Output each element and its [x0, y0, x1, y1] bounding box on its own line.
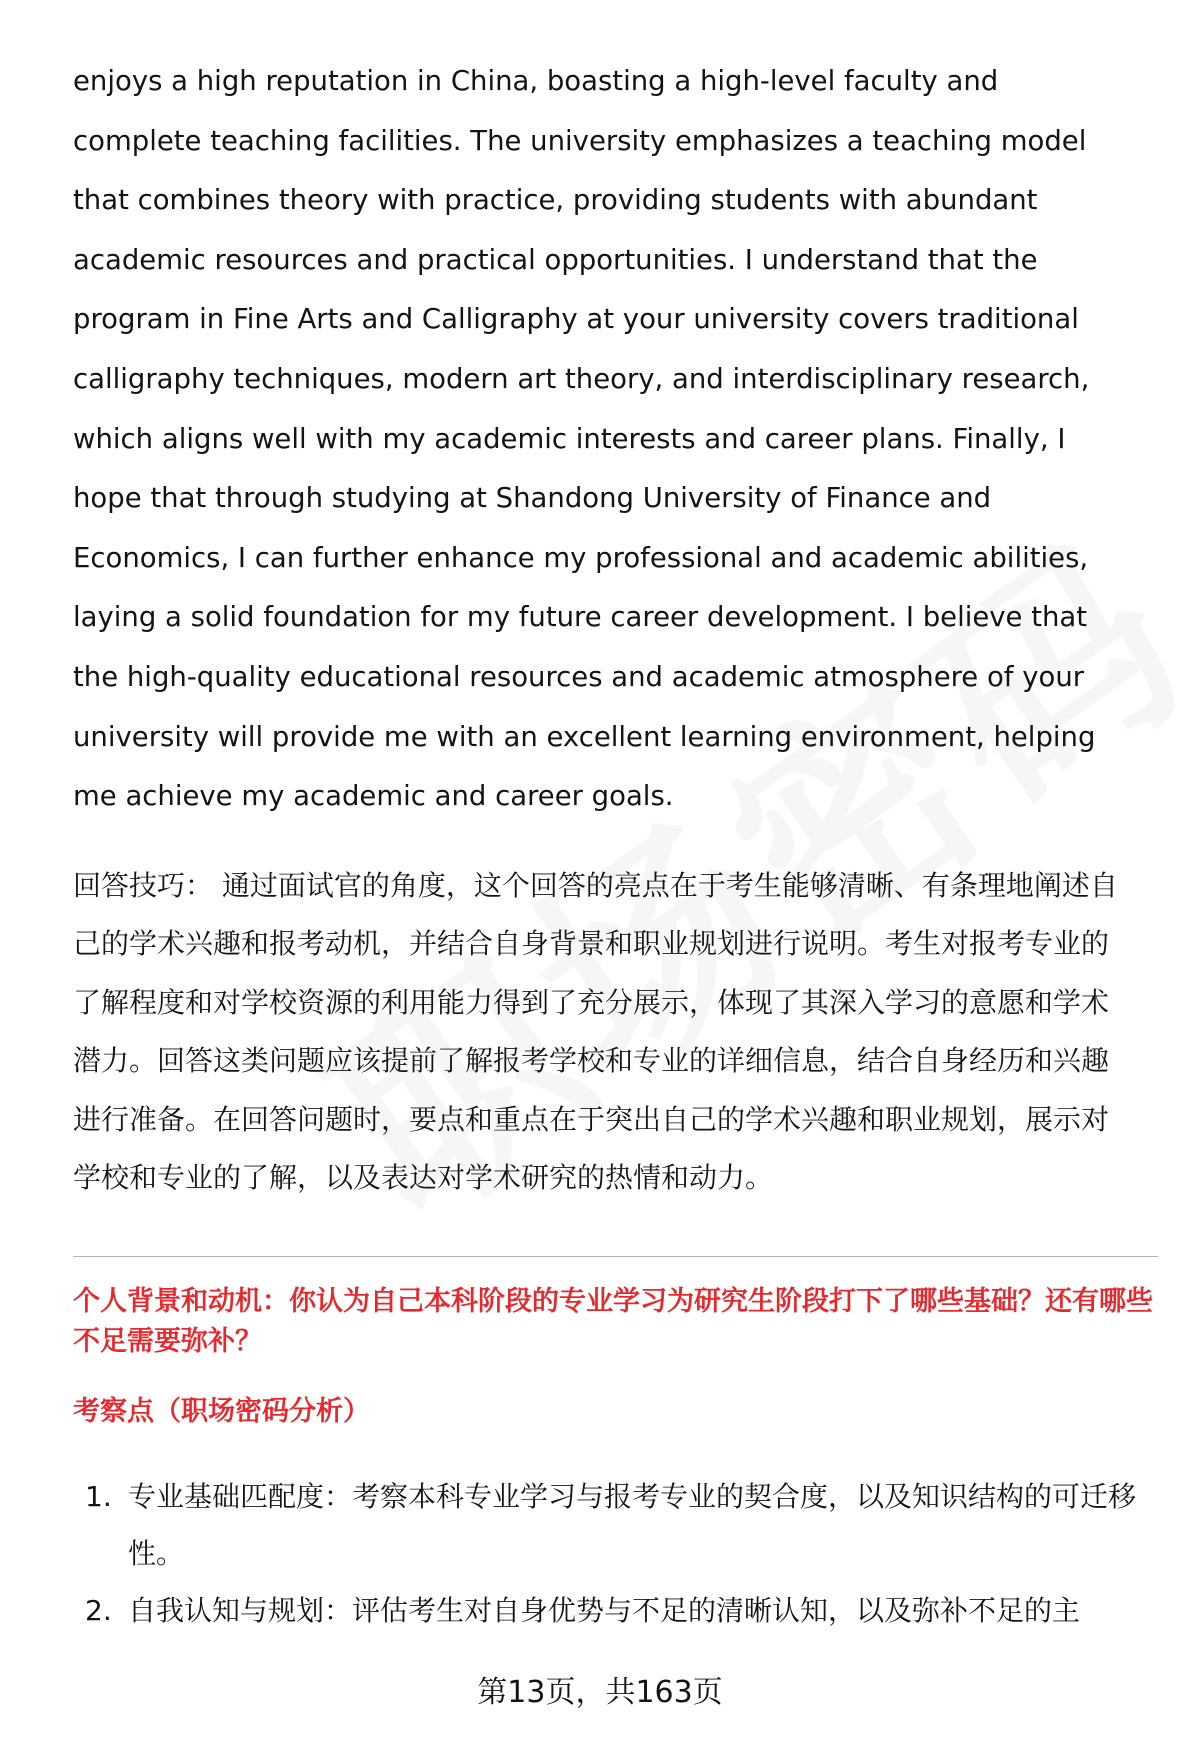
section-heading: 考察点（职场密码分析）	[73, 1395, 370, 1427]
assessment-points-list	[73, 1468, 1137, 1639]
section-divider	[73, 1256, 1158, 1257]
list-item-number: 2.	[85, 1593, 112, 1627]
list-item-text: 自我认知与规划：评估考生对自身优势与不足的清晰认知，以及弥补不足的主	[128, 1593, 1081, 1627]
list-item	[73, 1468, 1138, 1582]
page-footer: 第13页，共163页	[477, 1675, 723, 1710]
answer-tips-paragraph: 回答技巧： 通过面试官的角度，这个回答的亮点在于考生能够清晰、有条理地阐述自己的学术兴趣和报考动机，并结合自身背景和职业规划进行说明。考生对报考专业的了解程度和对学校资源的利用能力得到了充分展示，体现了其深入学习的意愿和学术潜力。回答这类问题应该提前了解报考学校和专业的详细信息，结合自身经历和兴趣进行准备。在回答问题时，要点和重点在于突出自己的学术兴趣和职业规划，展示对学校和专业的了解，以及表达对学术研究的热情和动力。	[73, 868, 1118, 1195]
list-item-text: 专业基础匹配度：考察本科专业学习与报考专业的契合度，以及知识结构的可迁移性。	[128, 1479, 1137, 1570]
list-item	[73, 1582, 1138, 1639]
body-paragraph: enjoys a high reputation in China, boasting a high-level faculty and complete teaching facilities. The university emphasizes a teaching model that combines theory with practice, providing students with abundant academic resources and practical opportunities. I understand that the program in Fine Arts and Calligraphy at your university covers traditional calligraphy techniques, modern art theory, and interdisciplinary research, which aligns well with my academic interests and career plans. Finally, I hope that through studying at Shandong University of Finance and Economics, I can further enhance my professional and academic abilities, laying a solid foundation for my future career development. I believe that the high-quality educational resources and academic atmosphere of your university will provide me with an excellent learning environment, helping me achieve my academic and career goals.	[73, 65, 1096, 813]
list-item-number: 1.	[85, 1479, 112, 1513]
interview-question: 个人背景和动机：你认为自己本科阶段的专业学习为研究生阶段打下了哪些基础？还有哪些不足需要弥补？	[73, 1285, 1153, 1357]
page-content	[73, 52, 1153, 1639]
